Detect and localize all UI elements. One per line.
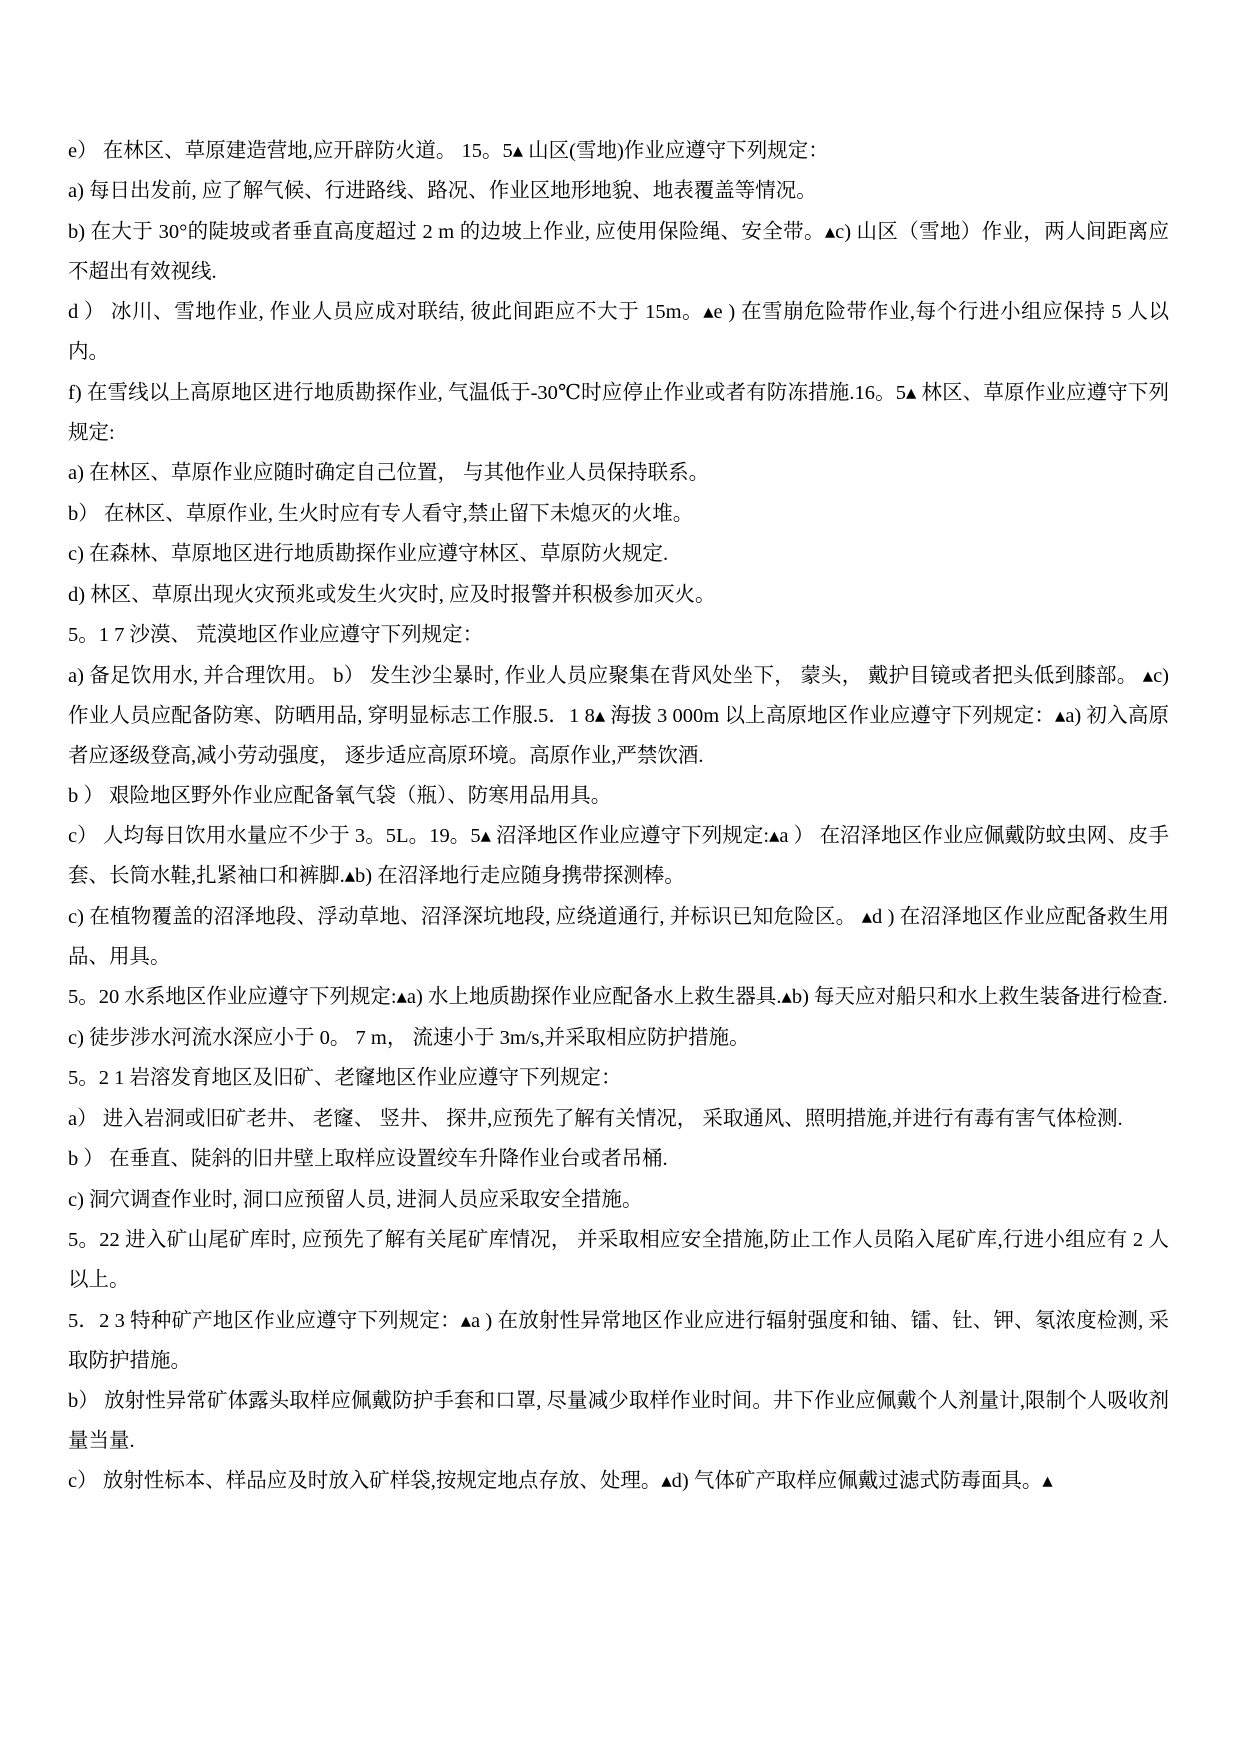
paragraph: 5。2 1 岩溶发育地区及旧矿、老窿地区作业应遵守下列规定： bbox=[68, 1067, 622, 1090]
paragraph: d) 林区、草原出现火灾预兆或发生火灾时, 应及时报警并积极参加灭火。 bbox=[68, 583, 716, 606]
paragraph: d ） 冰川、雪地作业, 作业人员应成对联结, 彼此间距应不大于 15m。▴e ) 在雪崩危险带作业,每个行进小组应保持 5 人以内。 bbox=[68, 301, 1169, 364]
paragraph: 5．2 3 特种矿产地区作业应遵守下列规定：▴a ) 在放射性异常地区作业应进行辐射强度和铀、镭、钍、钾、氡浓度检测, 采取防护措施。 bbox=[68, 1309, 1169, 1372]
paragraph: b） 在林区、草原作业, 生火时应有专人看守,禁止留下未熄灭的火堆。 bbox=[68, 502, 694, 525]
paragraph: c） 放射性标本、样品应及时放入矿样袋,按规定地点存放、处理。▴d) 气体矿产取样应佩戴过滤式防毒面具。▴ bbox=[68, 1470, 1053, 1493]
paragraph: c） 人均每日饮用水量应不少于 3。5L。19。5▴ 沼泽地区作业应遵守下列规定:▴a ） 在沼泽地区作业应佩戴防蚊虫网、皮手套、长筒水鞋,扎紧袖口和裤脚.▴b) 在沼泽地行走应随身携带探测棒。 bbox=[68, 825, 1169, 888]
paragraph: a) 在林区、草原作业应随时确定自己位置， 与其他作业人员保持联系。 bbox=[68, 462, 710, 485]
paragraph: a） 进入岩洞或旧矿老井、 老窿、 竖井、 探井,应预先了解有关情况， 采取通风、照明措施,并进行有毒有害气体检测. bbox=[68, 1107, 1123, 1130]
paragraph: c) 在植物覆盖的沼泽地段、浮动草地、沼泽深坑地段, 应绕道通行, 并标识已知危险区。 ▴d ) 在沼泽地区作业应配备救生用品、用具。 bbox=[68, 905, 1169, 968]
paragraph: c) 徒步涉水河流水深应小于 0。 7 m， 流速小于 3m/s,并采取相应防护措施。 bbox=[68, 1026, 750, 1049]
paragraph: a) 每日出发前, 应了解气候、行进路线、路况、作业区地形地貌、地表覆盖等情况。 bbox=[68, 180, 817, 203]
paragraph: 5。22 进入矿山尾矿库时, 应预先了解有关尾矿库情况， 并采取相应安全措施,防止工作人员陷入尾矿库,行进小组应有 2 人以上。 bbox=[68, 1229, 1169, 1292]
paragraph: a) 备足饮用水, 并合理饮用。 b） 发生沙尘暴时, 作业人员应聚集在背风处坐下， 蒙头， 戴护目镜或者把头低到膝部。 ▴c) 作业人员应配备防寒、防晒用品, 穿明显标志工作服.5．1 8▴ 海拔 3 000m 以上高原地区作业应遵守下列规定：▴a) 初入高原者应逐级登高,减小劳动强度， 逐步适应高原环境。高原作业,严禁饮酒. bbox=[68, 664, 1169, 767]
paragraph: c) 洞穴调查作业时, 洞口应预留人员, 进洞人员应采取安全措施。 bbox=[68, 1188, 643, 1211]
document-body bbox=[68, 132, 1169, 1502]
paragraph: b） 放射性异常矿体露头取样应佩戴防护手套和口罩, 尽量减少取样作业时间。井下作业应佩戴个人剂量计,限制个人吸收剂量当量. bbox=[68, 1390, 1169, 1452]
paragraph: b ） 艰险地区野外作业应配备氧气袋（瓶）、防寒用品用具。 bbox=[68, 785, 612, 807]
paragraph: f) 在雪线以上高原地区进行地质勘探作业, 气温低于-30℃时应停止作业或者有防冻措施.16。5▴ 林区、草原作业应遵守下列规定: bbox=[68, 381, 1169, 444]
paragraph: 5。1 7 沙漠、 荒漠地区作业应遵守下列规定： bbox=[68, 624, 484, 647]
paragraph: b ） 在垂直、陡斜的旧井壁上取样应设置绞车升降作业台或者吊桶. bbox=[68, 1148, 668, 1171]
paragraph: b) 在大于 30°的陡坡或者垂直高度超过 2 m 的边坡上作业, 应使用保险绳、安全带。▴c) 山区（雪地）作业，两人间距离应不超出有效视线. bbox=[68, 220, 1169, 283]
paragraph: e） 在林区、草原建造营地,应开辟防火道。 15。5▴ 山区(雪地)作业应遵守下列规定： bbox=[68, 140, 829, 162]
paragraph: c) 在森林、草原地区进行地质勘探作业应遵守林区、草原防火规定. bbox=[68, 543, 669, 566]
paragraph: 5。20 水系地区作业应遵守下列规定:▴a) 水上地质勘探作业应配备水上救生器具.▴b) 每天应对船只和水上救生装备进行检查. bbox=[68, 986, 1168, 1009]
